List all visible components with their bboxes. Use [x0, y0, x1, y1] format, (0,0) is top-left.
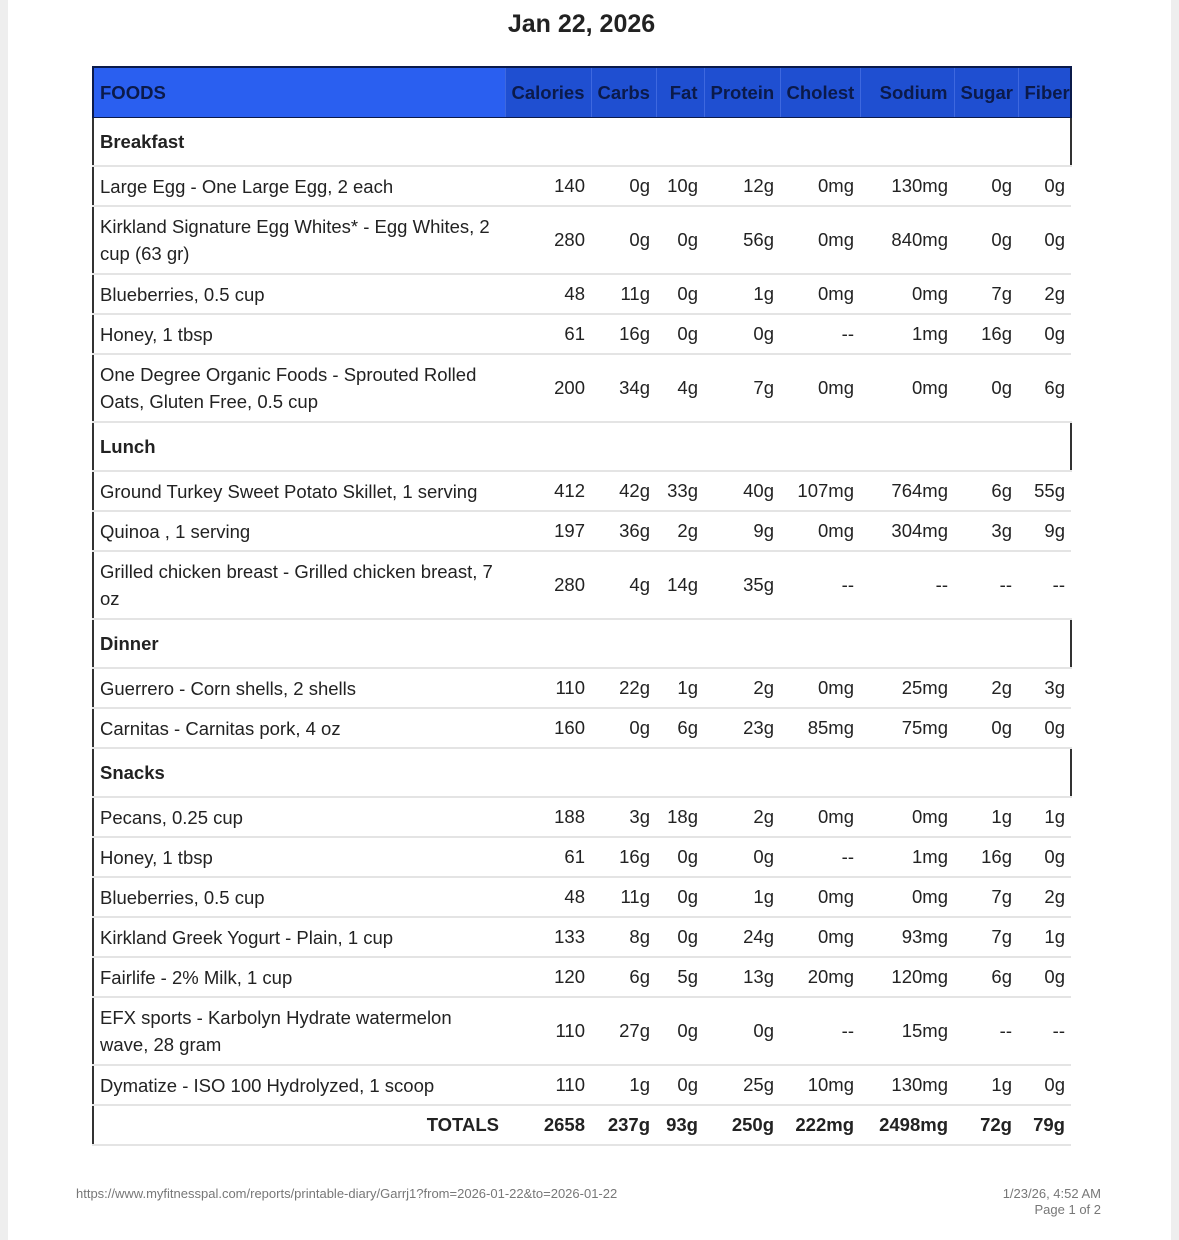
food-sugar: 7g: [954, 877, 1018, 917]
food-carbs: 0g: [591, 166, 656, 206]
food-carbs: 0g: [591, 206, 656, 274]
totals-sodium: 2498mg: [860, 1105, 954, 1145]
food-fiber: 0g: [1018, 957, 1071, 997]
food-fiber: --: [1018, 551, 1071, 619]
column-header-protein: Protein: [704, 67, 780, 118]
food-protein: 9g: [704, 511, 780, 551]
column-header-carbs: Carbs: [591, 67, 656, 118]
food-row: [93, 314, 1071, 354]
food-sugar: 3g: [954, 511, 1018, 551]
food-fiber: 0g: [1018, 314, 1071, 354]
food-calories: 110: [505, 997, 591, 1065]
food-cholest: 0mg: [780, 166, 860, 206]
food-sodium: 0mg: [860, 797, 954, 837]
diary-body: [93, 118, 1071, 1146]
food-fiber: --: [1018, 997, 1071, 1065]
meal-section-snacks: [93, 748, 1071, 797]
food-calories: 61: [505, 837, 591, 877]
food-fat: 0g: [656, 997, 704, 1065]
food-sugar: 6g: [954, 471, 1018, 511]
food-protein: 24g: [704, 917, 780, 957]
food-protein: 0g: [704, 314, 780, 354]
food-fiber: 2g: [1018, 877, 1071, 917]
food-carbs: 34g: [591, 354, 656, 422]
food-name: Blueberries, 0.5 cup: [93, 877, 505, 917]
food-row: [93, 708, 1071, 748]
food-row: [93, 274, 1071, 314]
food-row: [93, 1065, 1071, 1105]
food-row: [93, 166, 1071, 206]
food-sugar: 1g: [954, 1065, 1018, 1105]
totals-label: TOTALS: [93, 1105, 505, 1145]
food-fat: 10g: [656, 166, 704, 206]
food-name: Large Egg - One Large Egg, 2 each: [93, 166, 505, 206]
food-carbs: 42g: [591, 471, 656, 511]
food-carbs: 8g: [591, 917, 656, 957]
food-sodium: 0mg: [860, 877, 954, 917]
food-calories: 197: [505, 511, 591, 551]
food-row: [93, 877, 1071, 917]
meal-title: Dinner: [93, 619, 1071, 668]
food-protein: 7g: [704, 354, 780, 422]
food-calories: 280: [505, 551, 591, 619]
column-header-calories: Calories: [505, 67, 591, 118]
meal-title: Snacks: [93, 748, 1071, 797]
header-row: [93, 67, 1071, 118]
food-cholest: 0mg: [780, 354, 860, 422]
food-sugar: 6g: [954, 957, 1018, 997]
food-sugar: 0g: [954, 708, 1018, 748]
food-protein: 0g: [704, 837, 780, 877]
food-carbs: 0g: [591, 708, 656, 748]
food-cholest: 0mg: [780, 206, 860, 274]
food-sugar: 16g: [954, 837, 1018, 877]
food-calories: 61: [505, 314, 591, 354]
food-fiber: 1g: [1018, 917, 1071, 957]
food-fat: 0g: [656, 206, 704, 274]
food-row: [93, 206, 1071, 274]
food-cholest: --: [780, 551, 860, 619]
food-fiber: 6g: [1018, 354, 1071, 422]
meal-section-breakfast: [93, 118, 1071, 167]
meal-title: Breakfast: [93, 118, 1071, 167]
food-protein: 1g: [704, 877, 780, 917]
totals-protein: 250g: [704, 1105, 780, 1145]
column-header-sodium: Sodium: [860, 67, 954, 118]
food-sodium: 93mg: [860, 917, 954, 957]
food-calories: 120: [505, 957, 591, 997]
food-fiber: 0g: [1018, 837, 1071, 877]
food-sodium: 0mg: [860, 274, 954, 314]
food-cholest: 85mg: [780, 708, 860, 748]
food-cholest: 20mg: [780, 957, 860, 997]
food-row: [93, 511, 1071, 551]
food-name: Blueberries, 0.5 cup: [93, 274, 505, 314]
meal-title: Lunch: [93, 422, 1071, 471]
food-sodium: 764mg: [860, 471, 954, 511]
food-fat: 0g: [656, 917, 704, 957]
food-carbs: 11g: [591, 877, 656, 917]
food-protein: 25g: [704, 1065, 780, 1105]
food-row: [93, 668, 1071, 708]
food-sugar: --: [954, 551, 1018, 619]
food-calories: 140: [505, 166, 591, 206]
food-fat: 1g: [656, 668, 704, 708]
food-carbs: 1g: [591, 1065, 656, 1105]
food-sugar: 0g: [954, 166, 1018, 206]
food-protein: 35g: [704, 551, 780, 619]
food-sugar: 16g: [954, 314, 1018, 354]
food-fat: 0g: [656, 1065, 704, 1105]
food-carbs: 3g: [591, 797, 656, 837]
food-protein: 12g: [704, 166, 780, 206]
column-header-cholest: Cholest: [780, 67, 860, 118]
footer-timestamp: 1/23/26, 4:52 AM: [1002, 1186, 1101, 1201]
totals-carbs: 237g: [591, 1105, 656, 1145]
food-sodium: 840mg: [860, 206, 954, 274]
food-protein: 13g: [704, 957, 780, 997]
food-fat: 6g: [656, 708, 704, 748]
footer-meta: [1003, 1186, 1101, 1218]
food-carbs: 16g: [591, 314, 656, 354]
totals-fiber: 79g: [1018, 1105, 1071, 1145]
food-fat: 5g: [656, 957, 704, 997]
food-protein: 23g: [704, 708, 780, 748]
food-carbs: 27g: [591, 997, 656, 1065]
food-fat: 2g: [656, 511, 704, 551]
food-name: Dymatize - ISO 100 Hydrolyzed, 1 scoop: [93, 1065, 505, 1105]
food-sugar: 0g: [954, 206, 1018, 274]
food-row: [93, 354, 1071, 422]
totals-fat: 93g: [656, 1105, 704, 1145]
food-name: Honey, 1 tbsp: [93, 837, 505, 877]
food-name: Pecans, 0.25 cup: [93, 797, 505, 837]
food-fiber: 0g: [1018, 708, 1071, 748]
food-sugar: 1g: [954, 797, 1018, 837]
food-calories: 110: [505, 1065, 591, 1105]
food-sodium: 130mg: [860, 1065, 954, 1105]
food-sodium: 1mg: [860, 837, 954, 877]
food-calories: 412: [505, 471, 591, 511]
food-carbs: 11g: [591, 274, 656, 314]
food-row: [93, 837, 1071, 877]
food-row: [93, 551, 1071, 619]
food-fiber: 2g: [1018, 274, 1071, 314]
food-row: [93, 917, 1071, 957]
food-cholest: 0mg: [780, 274, 860, 314]
food-fat: 18g: [656, 797, 704, 837]
food-sodium: 130mg: [860, 166, 954, 206]
food-fiber: 0g: [1018, 206, 1071, 274]
food-name: Quinoa , 1 serving: [93, 511, 505, 551]
food-cholest: 0mg: [780, 668, 860, 708]
food-name: Guerrero - Corn shells, 2 shells: [93, 668, 505, 708]
food-sodium: 1mg: [860, 314, 954, 354]
food-row: [93, 957, 1071, 997]
food-cholest: --: [780, 837, 860, 877]
food-fiber: 0g: [1018, 1065, 1071, 1105]
food-name: Carnitas - Carnitas pork, 4 oz: [93, 708, 505, 748]
food-protein: 0g: [704, 997, 780, 1065]
food-sodium: --: [860, 551, 954, 619]
food-fat: 0g: [656, 837, 704, 877]
food-cholest: 107mg: [780, 471, 860, 511]
totals-calories: 2658: [505, 1105, 591, 1145]
food-sugar: 7g: [954, 917, 1018, 957]
column-header-fat: Fat: [656, 67, 704, 118]
food-cholest: 0mg: [780, 877, 860, 917]
food-fat: 0g: [656, 274, 704, 314]
page-title: Jan 22, 2026: [507, 10, 656, 38]
food-sodium: 120mg: [860, 957, 954, 997]
food-carbs: 6g: [591, 957, 656, 997]
food-sodium: 304mg: [860, 511, 954, 551]
food-fiber: 0g: [1018, 166, 1071, 206]
food-row: [93, 997, 1071, 1065]
food-name: Ground Turkey Sweet Potato Skillet, 1 serving: [93, 471, 505, 511]
food-fat: 4g: [656, 354, 704, 422]
food-carbs: 36g: [591, 511, 656, 551]
food-calories: 48: [505, 877, 591, 917]
footer-url: https://www.myfitnesspal.com/reports/printable-diary/Garrj1?from=2026-01-22&to=2026-01-22: [76, 1186, 618, 1201]
food-calories: 133: [505, 917, 591, 957]
food-sodium: 0mg: [860, 354, 954, 422]
food-protein: 56g: [704, 206, 780, 274]
food-fat: 33g: [656, 471, 704, 511]
food-calories: 110: [505, 668, 591, 708]
food-name: Honey, 1 tbsp: [93, 314, 505, 354]
food-name: Grilled chicken breast - Grilled chicken breast, 7 oz: [93, 551, 505, 619]
food-calories: 160: [505, 708, 591, 748]
footer-page-number: Page 1 of 2: [1034, 1202, 1101, 1217]
food-carbs: 4g: [591, 551, 656, 619]
food-protein: 1g: [704, 274, 780, 314]
food-sugar: 2g: [954, 668, 1018, 708]
food-sugar: 7g: [954, 274, 1018, 314]
food-sugar: --: [954, 997, 1018, 1065]
food-calories: 280: [505, 206, 591, 274]
food-sodium: 15mg: [860, 997, 954, 1065]
food-cholest: --: [780, 997, 860, 1065]
food-sodium: 75mg: [860, 708, 954, 748]
food-fiber: 9g: [1018, 511, 1071, 551]
meal-section-dinner: [93, 619, 1071, 668]
food-calories: 200: [505, 354, 591, 422]
totals-cholest: 222mg: [780, 1105, 860, 1145]
food-cholest: 0mg: [780, 511, 860, 551]
column-header-foods: FOODS: [93, 67, 505, 118]
food-name: One Degree Organic Foods - Sprouted Rolled Oats, Gluten Free, 0.5 cup: [93, 354, 505, 422]
food-calories: 188: [505, 797, 591, 837]
food-fat: 0g: [656, 314, 704, 354]
food-fat: 0g: [656, 877, 704, 917]
food-fiber: 1g: [1018, 797, 1071, 837]
food-name: Kirkland Signature Egg Whites* - Egg Whites, 2 cup (63 gr): [93, 206, 505, 274]
totals-row: [93, 1105, 1071, 1145]
food-name: Fairlife - 2% Milk, 1 cup: [93, 957, 505, 997]
food-fiber: 3g: [1018, 668, 1071, 708]
meal-section-lunch: [93, 422, 1071, 471]
food-sugar: 0g: [954, 354, 1018, 422]
food-carbs: 22g: [591, 668, 656, 708]
food-name: Kirkland Greek Yogurt - Plain, 1 cup: [93, 917, 505, 957]
food-sodium: 25mg: [860, 668, 954, 708]
food-row: [93, 797, 1071, 837]
food-row: [93, 471, 1071, 511]
column-header-sugar: Sugar: [954, 67, 1018, 118]
column-header-fiber: Fiber: [1018, 67, 1071, 118]
food-cholest: 10mg: [780, 1065, 860, 1105]
food-cholest: 0mg: [780, 797, 860, 837]
food-protein: 2g: [704, 668, 780, 708]
food-protein: 40g: [704, 471, 780, 511]
food-cholest: 0mg: [780, 917, 860, 957]
food-protein: 2g: [704, 797, 780, 837]
food-cholest: --: [780, 314, 860, 354]
food-name: EFX sports - Karbolyn Hydrate watermelon wave, 28 gram: [93, 997, 505, 1065]
totals-sugar: 72g: [954, 1105, 1018, 1145]
food-calories: 48: [505, 274, 591, 314]
food-carbs: 16g: [591, 837, 656, 877]
food-diary-table: [92, 66, 1072, 1146]
food-fiber: 55g: [1018, 471, 1071, 511]
food-fat: 14g: [656, 551, 704, 619]
